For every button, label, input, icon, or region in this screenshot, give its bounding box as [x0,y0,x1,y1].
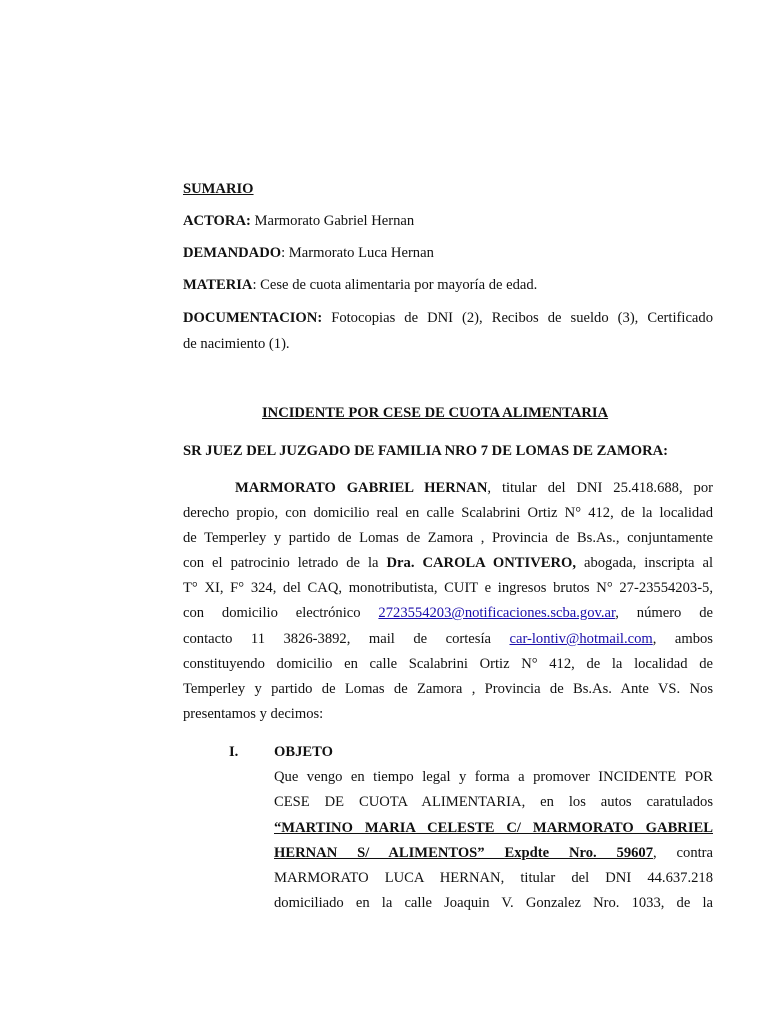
demandado-label: DEMANDADO [183,245,282,261]
demandado-line [183,244,434,262]
electronic-domicile-link[interactable]: 2723554203@notificaciones.scba.gov.ar [378,605,616,621]
courtesy-email-link[interactable]: car-lontiv@hotmail.com [509,631,653,647]
documentacion-line-2: de nacimiento (1). [183,336,290,352]
intro-line-3: de Temperley y partido de Lomas de Zamora , Provincia de Bs.As., conjuntamente [183,530,713,546]
case-caption-line-2: HERNAN S/ ALIMENTOS” Expdte Nro. 59607 [274,845,654,861]
lawyer-name: Dra. CAROLA ONTIVERO, [386,555,576,571]
documentacion-label: DOCUMENTACION: [183,310,323,326]
intro-line-4-c: abogada, inscripta al [576,555,714,571]
case-caption-line-1: “MARTINO MARIA CELESTE C/ MARMORATO GABRIEL [274,820,713,836]
intro-line-4 [183,554,713,572]
demandado-value: : Marmorato Luca Hernan [281,245,434,261]
materia-value: : Cese de cuota alimentaria por mayoría de edad. [252,277,538,293]
section-line-4 [274,844,713,862]
section-heading: OBJETO [274,744,333,760]
section-line-6: domiciliado en la calle Joaquin V. Gonzalez Nro. 1033, de la [274,895,713,911]
intro-line-1-text: , titular del DNI 25.418.688, por [487,480,713,496]
intro-line-6-a: con domicilio electrónico [183,605,379,621]
intro-line-7 [183,630,713,648]
intro-line-6 [183,604,713,622]
intro-line-1 [235,479,713,497]
intro-line-4-a: con el patrocinio letrado de la [183,555,387,571]
intro-line-7-c: , ambos [652,631,713,647]
intro-line-6-c: , número de [615,605,713,621]
addressee: SR JUEZ DEL JUZGADO DE FAMILIA NRO 7 DE LOMAS DE ZAMORA: [183,443,669,459]
actora-value: Marmorato Gabriel Hernan [250,213,415,229]
intro-line-2: derecho propio, con domicilio real en calle Scalabrini Ortiz N° 412, de la localidad [183,505,713,521]
intro-line-8: constituyendo domicilio en calle Scalabrini Ortiz N° 412, de la localidad de [183,656,713,672]
actora-label: ACTORA: [183,213,251,229]
intro-line-10: presentamos y decimos: [183,706,324,722]
documentacion-value: Fotocopias de DNI (2), Recibos de sueldo (3), Certificado [322,310,713,326]
section-numeral: I. [229,744,239,760]
sumario-heading: SUMARIO [183,181,254,197]
section-line-4-rest: , contra [653,845,714,861]
section-line-5: MARMORATO LUCA HERNAN, titular del DNI 44.637.218 [274,870,713,886]
intro-line-7-a: contacto 11 3826-3892, mail de cortesía [183,631,510,647]
intro-line-9: Temperley y partido de Lomas de Zamora , Provincia de Bs.As. Ante VS. Nos [183,681,713,697]
section-line-2: CESE DE CUOTA ALIMENTARIA, en los autos caratulados [274,794,713,810]
materia-line [183,276,537,294]
document-title: INCIDENTE POR CESE DE CUOTA ALIMENTARIA [262,405,609,421]
section-line-1: Que vengo en tiempo legal y forma a promover INCIDENTE POR [274,769,713,785]
petitioner-name: MARMORATO GABRIEL HERNAN [235,480,488,496]
materia-label: MATERIA [183,277,253,293]
intro-line-5: T° XI, F° 324, del CAQ, monotributista, CUIT e ingresos brutos N° 27-23554203-5, [183,580,713,596]
actora-line [183,212,414,230]
documentacion-line [183,309,713,327]
